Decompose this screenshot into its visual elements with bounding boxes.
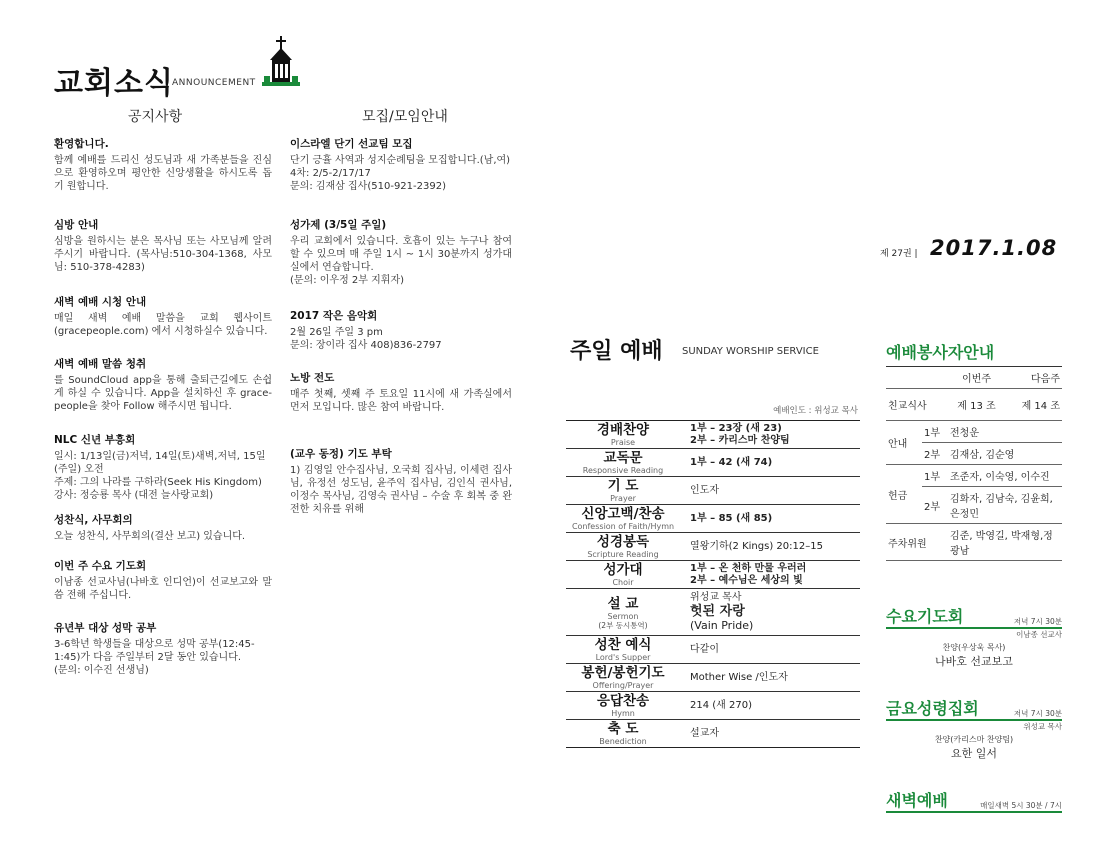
notice-title: 성찬식, 사무회의: [54, 514, 133, 526]
recruit-israel: [290, 138, 512, 193]
friday-topic: 요한 일서: [950, 747, 997, 760]
issue-label: 제 27권 |: [880, 249, 918, 259]
worship-item-en: Sermon: [607, 612, 639, 621]
announcement-title: 교회소식: [54, 66, 174, 101]
worship-row: [566, 636, 860, 664]
worship-row: [566, 692, 860, 720]
worship-order-table: [566, 420, 860, 748]
worship-item-line: 214 (새 270): [690, 699, 752, 711]
worship-item-en: Scripture Reading: [587, 550, 659, 559]
worship-item-name: 경배찬양: [596, 422, 650, 438]
col-this-week: 이번주: [948, 367, 1005, 389]
notice-welcome: [54, 138, 272, 193]
worship-item-name: 교독문: [603, 450, 643, 466]
worship-item-line: 설교자: [690, 727, 719, 739]
notice-body: 심방을 원하시는 분은 목사님 또는 사모님께 알려주시기 바랍니다. (목사님:510-304-1368, 사모님: 510-378-4283): [54, 236, 272, 273]
worship-item-name: 봉헌/봉헌기도: [581, 665, 665, 681]
worship-item-line: 위성교 목사: [690, 592, 742, 603]
fellowship-label: 친교식사: [886, 389, 948, 421]
fellowship-next: 제 14 조: [1005, 389, 1062, 421]
offering-names: 조준자, 이숙영, 이수진: [948, 465, 1062, 487]
dawn-section: [886, 788, 1062, 813]
wednesday-speaker: 이남종 선교사: [1016, 630, 1062, 639]
worship-item-line: 열왕기하(2 Kings) 20:12–15: [690, 540, 823, 552]
worship-item-en: Lord's Supper: [595, 653, 651, 662]
parking-label: 주차위원: [886, 524, 948, 561]
recruit-title: 노방 전도: [290, 372, 335, 384]
worship-item-line: 2부 – 카리스마 찬양팀: [690, 434, 790, 446]
usher-part: 1부: [922, 421, 948, 443]
worship-item-en: Confession of Faith/Hymn: [571, 522, 675, 531]
notices-heading: 공지사항: [128, 109, 183, 125]
announcement-subtitle: ANNOUNCEMENT: [172, 78, 256, 88]
worship-item-name: 신앙고백/찬송: [581, 506, 665, 522]
dawn-title: 새벽예배: [886, 791, 948, 810]
worship-item-line: 1부 – 온 천하 만물 우러러: [690, 562, 807, 574]
notice-title: 이번 주 수요 기도회: [54, 560, 147, 572]
worship-item-en: Hymn: [611, 709, 635, 718]
recruit-body: 우리 교회에서 있습니다. 호흡이 있는 누구나 참여할 수 있으며 매 주일 1시 ~ 1시 30분까지 성가대실에서 연습합니다. (문의: 이우정 2부 지휘자): [290, 236, 512, 286]
friday-praise: 찬양(카리스마 찬양팀): [934, 735, 1014, 744]
worship-item-name: 응답찬송: [596, 693, 650, 709]
worship-row: [566, 533, 860, 561]
notice-title: NLC 신년 부흥회: [54, 434, 136, 446]
recruit-street-evangelism: [290, 372, 512, 414]
dawn-time: 매일새벽 5시 30분 / 7시: [980, 801, 1062, 810]
service-table: [886, 366, 1062, 561]
recruit-choir-festival: [290, 219, 512, 287]
wednesday-topic: 나바호 선교보고: [935, 655, 1013, 668]
recruit-body: 2월 26일 주일 3 pm 문의: 장이라 집사 408)836-2797: [290, 327, 442, 351]
notice-body: 일시: 1/13일(금)저녁, 14일(토)새벽,저녁, 15일(주일) 오전 주제: 그의 나라를 구하라(Seek His Kingdom) 강사: 정승룡 목사 (대전 늘사랑교회): [54, 451, 266, 501]
worship-row: [566, 477, 860, 505]
dawn-rule: [886, 811, 1062, 813]
offering-label: 헌금: [886, 465, 922, 524]
worship-subtitle: SUNDAY WORSHIP SERVICE: [682, 346, 819, 357]
service-title: 예배봉사자안내: [886, 343, 995, 362]
fellowship-this: 제 13 조: [948, 389, 1005, 421]
worship-item-en: Praise: [610, 438, 636, 447]
worship-row: [566, 589, 860, 636]
church-icon: [260, 36, 302, 90]
offering-names: 김화자, 김남숙, 김윤희, 은정민: [948, 487, 1062, 524]
worship-row: [566, 664, 860, 692]
worship-item-line: 인도자: [690, 484, 719, 496]
col-next-week: 다음주: [1005, 367, 1062, 389]
notice-title: 새벽 예배 말씀 청취: [54, 358, 147, 370]
worship-row: [566, 720, 860, 748]
worship-item-name: 성가대: [603, 562, 643, 578]
worship-item-name: 축 도: [607, 721, 639, 737]
friday-section: [886, 696, 1062, 761]
offering-part: 1부: [922, 465, 948, 487]
recruit-body: 매주 첫째, 셋째 주 토요일 11시에 새 가족실에서 먼저 모입니다. 많은 참여 바랍니다.: [290, 389, 512, 413]
notice-visit: [54, 219, 272, 274]
worship-item-line: Mother Wise /인도자: [690, 671, 788, 683]
worship-item-en: Choir: [612, 578, 634, 587]
worship-item-en: Offering/Prayer: [592, 681, 654, 690]
worship-item-line: 2부 – 예수님은 세상의 빛: [690, 574, 803, 586]
table-row: [886, 421, 1062, 443]
worship-item-en: Prayer: [610, 494, 636, 503]
recruit-body: 1) 김영일 안수집사님, 오국희 집사님, 이세련 집사님, 유정선 성도님, 윤주익 집사님, 김인식 권사님, 이정수 목사님, 김영숙 권사님 – 수술 후 회복 중 완전한 치유를 위해: [290, 465, 512, 515]
notice-body: 3-6학년 학생들을 대상으로 성막 공부(12:45-1:45)가 다음 주일부터 2달 동안 있습니다. (문의: 이수진 선생님): [54, 639, 255, 676]
recruit-title: 이스라엘 단기 선교팀 모집: [290, 138, 413, 150]
sermon-title: 헛된 자랑: [690, 604, 745, 619]
notice-title: 새벽 예배 시청 안내: [54, 296, 147, 308]
worship-item-line: 다같이: [690, 643, 719, 655]
worship-item-line: 1부 – 85 (새 85): [690, 512, 773, 524]
worship-item-en: Responsive Reading: [582, 466, 664, 475]
wednesday-time: 저녁 7시 30분: [1013, 617, 1062, 626]
wednesday-praise: 찬양(우상욱 목사): [942, 643, 1006, 652]
wednesday-title: 수요기도회: [886, 607, 964, 626]
notice-title: 심방 안내: [54, 219, 99, 231]
recruit-title: 2017 작은 음악회: [290, 310, 378, 322]
usher-label: 안내: [886, 421, 922, 465]
table-row: [886, 465, 1062, 487]
notice-revival: [54, 434, 278, 502]
worship-item-en: Benediction: [599, 737, 647, 746]
notice-dawn-listen: [54, 358, 272, 413]
notice-body: 이남종 선교사님(나바호 인디언)이 선교보고와 말씀 전해 주십니다.: [54, 577, 272, 601]
worship-item-line: (Vain Pride): [690, 619, 754, 632]
recruit-concert: [290, 310, 512, 352]
worship-row: [566, 505, 860, 533]
offering-part: 2부: [922, 487, 948, 524]
table-row: [886, 389, 1062, 421]
usher-names: 전청운: [948, 421, 1062, 443]
notice-body: 매일 새벽 예배 말씀을 교회 웹사이트 (gracepeople.com) 에서 시청하실수 있습니다.: [54, 313, 272, 337]
notice-title: 환영합니다.: [54, 138, 109, 150]
parking-names: 김준, 박영길, 박재형,정광남: [948, 524, 1062, 561]
notice-title: 유년부 대상 성막 공부: [54, 622, 157, 634]
worship-item-name: 성경봉독: [596, 534, 650, 550]
worship-item-line: 1부 – 42 (새 74): [690, 456, 773, 468]
worship-row: [566, 449, 860, 477]
worship-item-name: 성찬 예식: [594, 637, 652, 653]
notice-body: 를 SoundCloud app을 통해 출퇴근길에도 손쉽게 하실 수 있습니다. App을 설치하신 후 grace-people을 찾아 Follow 해주시면 됩니다.: [54, 375, 272, 412]
notice-body: 오늘 성찬식, 사무회의(결산 보고) 있습니다.: [54, 531, 246, 542]
notice-tabernacle: [54, 622, 272, 677]
worship-title: 주일 예배: [570, 339, 663, 364]
worship-leader: 예배인도 : 위성교 목사: [773, 406, 858, 416]
worship-row: [566, 561, 860, 589]
worship-row: [566, 421, 860, 449]
notice-wednesday: [54, 560, 272, 602]
notice-dawn-watch: [54, 296, 272, 338]
table-row: [886, 524, 1062, 561]
worship-item-line: 1부 – 23장 (새 23): [690, 422, 782, 434]
recruit-prayer-request: [290, 448, 512, 516]
usher-names: 김재삼, 김순영: [948, 443, 1062, 465]
recruit-body: 단기 긍휼 사역과 성지순례팀을 모집합니다.(남,여) 4차: 2/5-2/17/17 문의: 김재삼 집사(510-921-2392): [290, 155, 511, 192]
friday-time: 저녁 7시 30분: [1013, 709, 1062, 718]
recruit-title: (교우 동정) 기도 부탁: [290, 448, 392, 460]
table-row: [886, 367, 1062, 389]
friday-title: 금요성령집회: [886, 699, 979, 718]
worship-item-note: (2부 동시통역): [598, 621, 648, 630]
usher-part: 2부: [922, 443, 948, 465]
notice-communion: [54, 514, 272, 543]
friday-speaker: 위성교 목사: [1023, 722, 1062, 731]
wednesday-section: [886, 604, 1062, 669]
recruit-title: 성가제 (3/5일 주일): [290, 219, 387, 231]
notice-body: 함께 예배를 드리신 성도님과 새 가족분들을 진심으로 환영하오며 평안한 신앙생활을 하시도록 돕기 원합니다.: [54, 155, 272, 192]
issue-date: 2017.1.08: [930, 236, 1058, 260]
recruit-heading: 모집/모임안내: [362, 109, 448, 125]
worship-item-name: 기 도: [607, 478, 639, 494]
worship-item-name: 설 교: [607, 596, 639, 612]
